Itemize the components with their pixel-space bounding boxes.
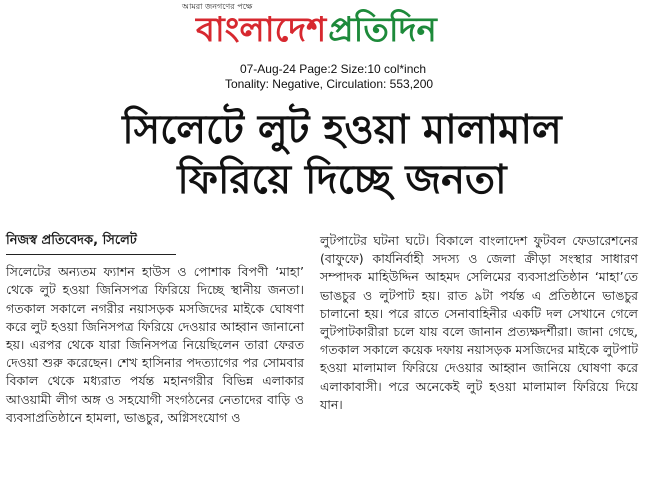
newspaper-logo [196,10,437,50]
headline-line-2: ফিরিয়ে দিচ্ছে জনতা [177,157,507,203]
article-column-left [6,232,304,427]
headline-line-1: সিলেটে লুট হওয়া মালামাল [122,107,562,153]
article-body-left: সিলেটের অন্যতম ফ্যাশন হাউস ও পোশাক বিপণী ‘মাহা’ থেকে লুট হওয়া জিনিসপত্র ফিরিয়ে দিচ্ছে স্থানীয় জনতা। গতকাল সকালে নগরীর নয়াসড়ক মসজিদের মাইকে ঘোষণা করে লুট হওয়া জিনিসপত্র ফিরিয়ে দেওয়ার আহ্বান জানানো হয়। এরপর থেকে যারা জিনিসপত্র নিয়েছিলেন তারা ফেরত দেওয়া শুরু করেছেন। শেখ হাসিনার পদত্যাগের পর সোমবার বিকাল থেকে মধ্যরাত পর্যন্ত মহানগরীর বিভিন্ন এলাকার আওয়ামী লীগ অঙ্গ ও সহযোগী সংগঠনের নেতাদের বাড়ি ও ব্যবসাপ্রতিষ্ঠানে হামলা, ভাঙচুর, অগ্নিসংযোগ ও [6,264,304,425]
byline: নিজস্ব প্রতিবেদক, সিলেট [6,232,176,255]
logo-part-red: বাংলাদেশ [196,10,327,50]
logo-part-green: প্রতিদিন [328,10,437,50]
masthead [0,0,654,58]
article-headline [0,104,654,206]
article-column-right [320,232,638,414]
article-body-right: লুটপাটের ঘটনা ঘটে। বিকালে বাংলাদেশ ফুটবল ফেডারেশনের (বাফুফে) কার্যনির্বাহী সদস্য ও জেলা ক্রীড়া সংস্থার সাধারণ সম্পাদক মাহিউদ্দিন আহমদ সেলিমের ব্যবসাপ্রতিষ্ঠান ‘মাহা’তে ভাঙচুর ও লুটপাট হয়। রাত ৯টা পর্যন্ত এ প্রতিষ্ঠানে ভাঙচুর চালানো হয়। পরে রাতে সেনাবাহিনীর একটি দল সেখানে গেলে লুটপাটকারীরা চলে যায় বলে জানান প্রত্যক্ষদর্শীরা। জানা গেছে, গতকাল সকালে কয়েক দফায় নয়াসড়ক মসজিদের মাইকে লুটপাট হওয়া মালামাল ফিরিয়ে দেওয়ার আহ্বান জানিয়ে ঘোষণা করে এলাকাবাসী। পরে অনেকেই লুট হওয়া মালামাল ফিরিয়ে দিয়ে যান। [320,233,638,412]
masthead-tagline: আমরা জনগণের পক্ষে [182,2,253,11]
clipping-date-size: 07-Aug-24 Page:2 Size:10 col*inch [239,62,427,76]
clipping-metadata [0,62,654,92]
clipping-tonality-circulation: Tonality: Negative, Circulation: 553,200 [224,77,434,91]
